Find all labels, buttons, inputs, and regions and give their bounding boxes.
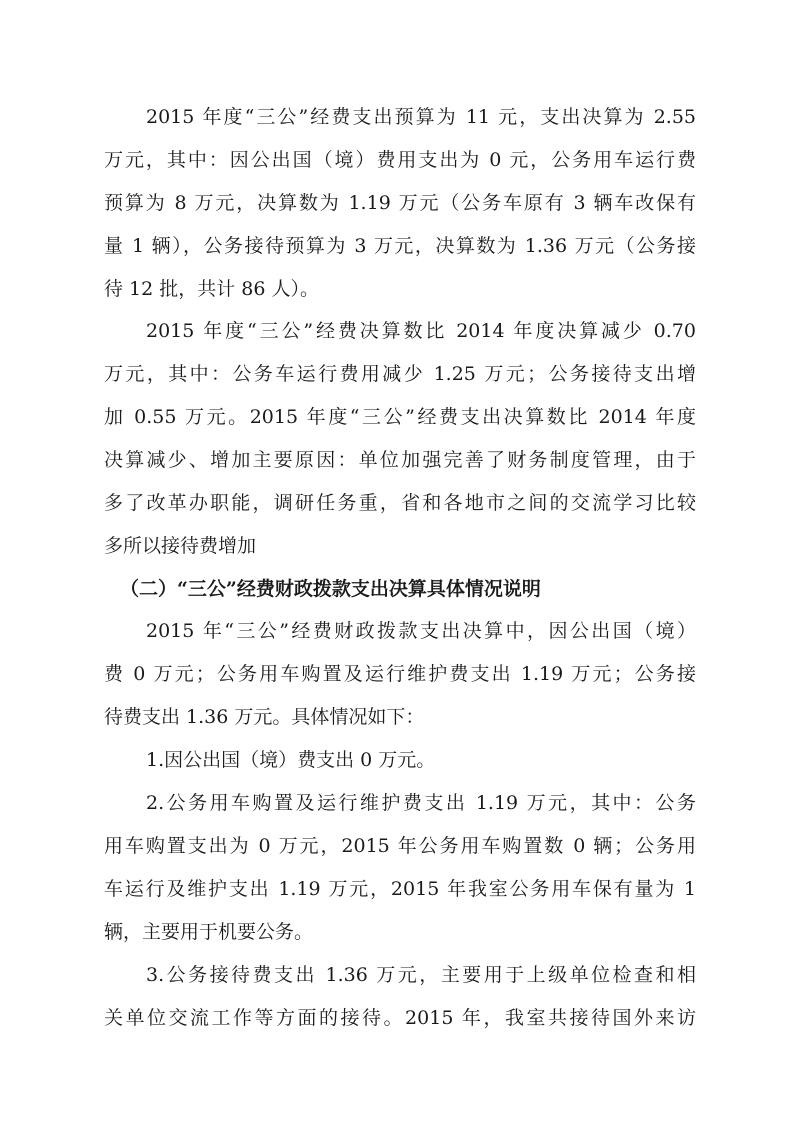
paragraph-2-line-1: 2015 年度“三公”经费决算数比 2014 年度决算减少 0.70	[146, 320, 696, 342]
paragraph-2-line-6: 多所以接待费增加	[104, 535, 257, 557]
paragraph-1-line-5: 待 12 批，共计 86 人）。	[104, 278, 320, 300]
item-3-line-1: 3.公务接待费支出 1.36 万元，主要用于上级单位检查和相	[146, 964, 696, 986]
paragraph-2-line-5: 多了改革办职能，调研任务重，省和各地市之间的交流学习比较	[104, 492, 696, 514]
item-1-line-1: 1.因公出国（境）费支出 0 万元。	[146, 749, 436, 771]
paragraph-1-line-4: 量 1 辆），公务接待预算为 3 万元，决算数为 1.36 万元（公务接	[104, 235, 696, 257]
paragraph-2-line-4: 决算减少、增加主要原因：单位加强完善了财务制度管理，由于	[104, 449, 696, 471]
paragraph-3-line-2: 费 0 万元；公务用车购置及运行维护费支出 1.19 万元；公务接	[104, 663, 696, 685]
item-2-line-1: 2.公务用车购置及运行维护费支出 1.19 万元，其中：公务	[146, 792, 696, 814]
item-2-line-3: 车运行及维护支出 1.19 万元，2015 年我室公务用车保有量为 1	[104, 878, 696, 900]
item-3-line-2: 关单位交流工作等方面的接待。2015 年，我室共接待国外来访	[104, 1007, 696, 1029]
paragraph-3-line-1: 2015 年“三公”经费财政拨款支出决算中，因公出国（境）	[146, 620, 696, 642]
paragraph-2-line-2: 万元，其中：公务车运行费用减少 1.25 万元；公务接待支出增	[104, 363, 696, 385]
paragraph-1-line-1: 2015 年度“三公”经费支出预算为 11 元，支出决算为 2.55	[146, 106, 696, 128]
item-2-line-2: 用车购置支出为 0 万元，2015 年公务用车购置数 0 辆；公务用	[104, 835, 696, 857]
paragraph-2-line-3: 加 0.55 万元。2015 年度“三公”经费支出决算数比 2014 年度	[104, 406, 696, 428]
paragraph-1-line-2: 万元，其中：因公出国（境）费用支出为 0 元，公务用车运行费	[104, 149, 696, 171]
item-2-line-4: 辆，主要用于机要公务。	[104, 921, 314, 943]
paragraph-3-line-3: 待费支出 1.36 万元。具体情况如下：	[104, 706, 425, 728]
section-heading: （二）“三公”经费财政拨款支出决算具体情况说明	[120, 578, 541, 600]
paragraph-1-line-3: 预算为 8 万元，决算数为 1.19 万元（公务车原有 3 辆车改保有	[104, 192, 696, 214]
